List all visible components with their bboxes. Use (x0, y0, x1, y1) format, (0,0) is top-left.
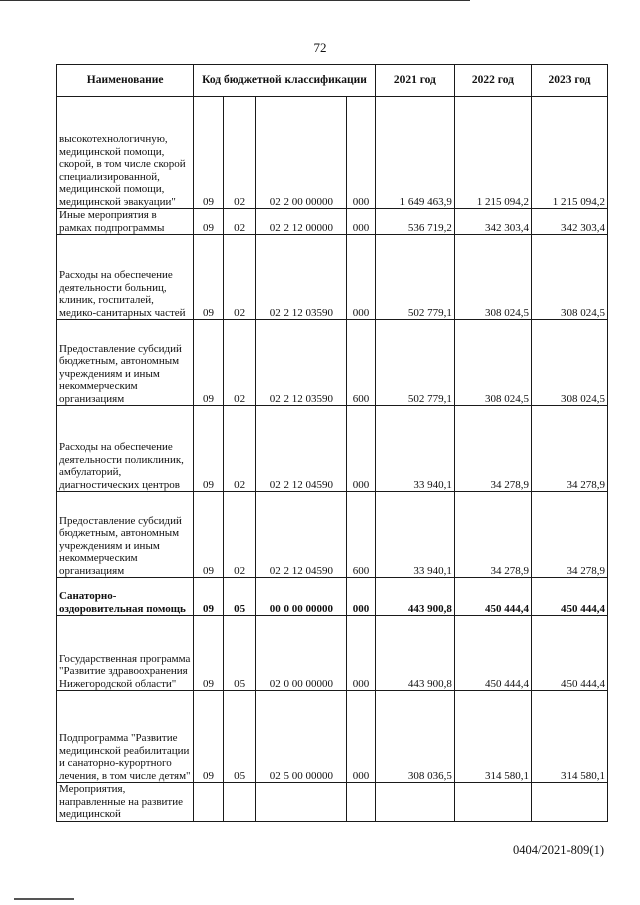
value-2023: 34 278,9 (531, 492, 607, 578)
table-row (57, 616, 608, 691)
code-target (256, 783, 347, 822)
code-subsection: 02 (223, 209, 256, 235)
code-subsection: 05 (223, 691, 256, 783)
value-2021 (375, 783, 454, 822)
value-2023: 34 278,9 (531, 406, 607, 492)
table-row (57, 235, 608, 320)
value-2023 (531, 783, 607, 822)
value-2023: 314 580,1 (531, 691, 607, 783)
code-section: 09 (194, 492, 224, 578)
code-expense-type: 000 (347, 691, 376, 783)
header-code: Код бюджетной классификации (194, 65, 376, 97)
code-section: 09 (194, 406, 224, 492)
table-row (57, 578, 608, 616)
document-code: 0404/2021-809(1) (513, 843, 604, 857)
code-subsection (223, 783, 256, 822)
top-rule (0, 0, 470, 1)
value-2023: 450 444,4 (531, 616, 607, 691)
value-2022: 450 444,4 (454, 578, 531, 616)
bottom-mark (14, 898, 74, 900)
value-2022: 450 444,4 (454, 616, 531, 691)
code-target: 02 2 12 04590 (256, 492, 347, 578)
row-name: Расходы на обеспечение деятельности больниц, клиник, госпиталей, медико-санитарных частей (57, 235, 194, 320)
code-subsection: 02 (223, 320, 256, 406)
value-2022: 308 024,5 (454, 235, 531, 320)
value-2023: 308 024,5 (531, 320, 607, 406)
value-2023: 1 215 094,2 (531, 97, 607, 209)
code-subsection: 05 (223, 578, 256, 616)
table-row (57, 97, 608, 209)
code-section (194, 783, 224, 822)
table-header-row (57, 65, 608, 97)
row-name: Расходы на обеспечение деятельности поликлиник, амбулаторий, диагностических центров (57, 406, 194, 492)
code-subsection: 02 (223, 406, 256, 492)
code-expense-type (347, 783, 376, 822)
code-expense-type: 000 (347, 406, 376, 492)
row-name: Предоставление субсидий бюджетным, автономным учреждениям и иным некоммерческим организациям (57, 492, 194, 578)
code-section: 09 (194, 616, 224, 691)
table-row (57, 406, 608, 492)
code-expense-type: 000 (347, 97, 376, 209)
code-target: 02 2 00 00000 (256, 97, 347, 209)
code-target: 02 2 12 04590 (256, 406, 347, 492)
code-expense-type: 000 (347, 616, 376, 691)
code-subsection: 02 (223, 97, 256, 209)
value-2021: 502 779,1 (375, 235, 454, 320)
code-subsection: 05 (223, 616, 256, 691)
table-row (57, 320, 608, 406)
code-target: 02 0 00 00000 (256, 616, 347, 691)
row-name: Подпрограмма "Развитие медицинской реабилитации и санаторно-курортного лечения, в том числе детям" (57, 691, 194, 783)
row-name: Иные мероприятия в рамках подпрограммы (57, 209, 194, 235)
code-subsection: 02 (223, 492, 256, 578)
value-2022: 342 303,4 (454, 209, 531, 235)
header-2022: 2022 год (454, 65, 531, 97)
code-target: 02 2 12 03590 (256, 235, 347, 320)
code-section: 09 (194, 320, 224, 406)
value-2022 (454, 783, 531, 822)
value-2021: 536 719,2 (375, 209, 454, 235)
code-expense-type: 000 (347, 578, 376, 616)
table-row (57, 783, 608, 822)
value-2021: 33 940,1 (375, 492, 454, 578)
code-section: 09 (194, 691, 224, 783)
table-row (57, 691, 608, 783)
header-name: Наименование (57, 65, 194, 97)
value-2023: 342 303,4 (531, 209, 607, 235)
code-expense-type: 600 (347, 320, 376, 406)
code-section: 09 (194, 578, 224, 616)
code-target: 02 5 00 00000 (256, 691, 347, 783)
value-2022: 1 215 094,2 (454, 97, 531, 209)
table-row (57, 492, 608, 578)
value-2022: 308 024,5 (454, 320, 531, 406)
value-2021: 308 036,5 (375, 691, 454, 783)
code-section: 09 (194, 209, 224, 235)
code-section: 09 (194, 97, 224, 209)
code-section: 09 (194, 235, 224, 320)
value-2023: 308 024,5 (531, 235, 607, 320)
header-2023: 2023 год (531, 65, 607, 97)
code-subsection: 02 (223, 235, 256, 320)
table-body (57, 97, 608, 822)
value-2021: 33 940,1 (375, 406, 454, 492)
code-target: 02 2 12 03590 (256, 320, 347, 406)
code-target: 00 0 00 00000 (256, 578, 347, 616)
value-2021: 443 900,8 (375, 578, 454, 616)
code-expense-type: 000 (347, 235, 376, 320)
budget-table (56, 64, 608, 822)
page-number: 72 (313, 40, 327, 55)
value-2023: 450 444,4 (531, 578, 607, 616)
row-name: Государственная программа "Развитие здравоохранения Нижегородской области" (57, 616, 194, 691)
value-2022: 34 278,9 (454, 492, 531, 578)
row-name: Санаторно-оздоровительная помощь (57, 578, 194, 616)
value-2022: 314 580,1 (454, 691, 531, 783)
table-row (57, 209, 608, 235)
row-name: высокотехнологичную, медицинской помощи, скорой, в том числе скорой специализированной, медицинской помощи, медицинской эвакуации" (57, 97, 194, 209)
row-name: Предоставление субсидий бюджетным, автономным учреждениям и иным некоммерческим организациям (57, 320, 194, 406)
row-name: Мероприятия, направленные на развитие медицинской (57, 783, 194, 822)
code-expense-type: 000 (347, 209, 376, 235)
code-target: 02 2 12 00000 (256, 209, 347, 235)
value-2022: 34 278,9 (454, 406, 531, 492)
value-2021: 443 900,8 (375, 616, 454, 691)
value-2021: 502 779,1 (375, 320, 454, 406)
code-expense-type: 600 (347, 492, 376, 578)
header-2021: 2021 год (375, 65, 454, 97)
value-2021: 1 649 463,9 (375, 97, 454, 209)
